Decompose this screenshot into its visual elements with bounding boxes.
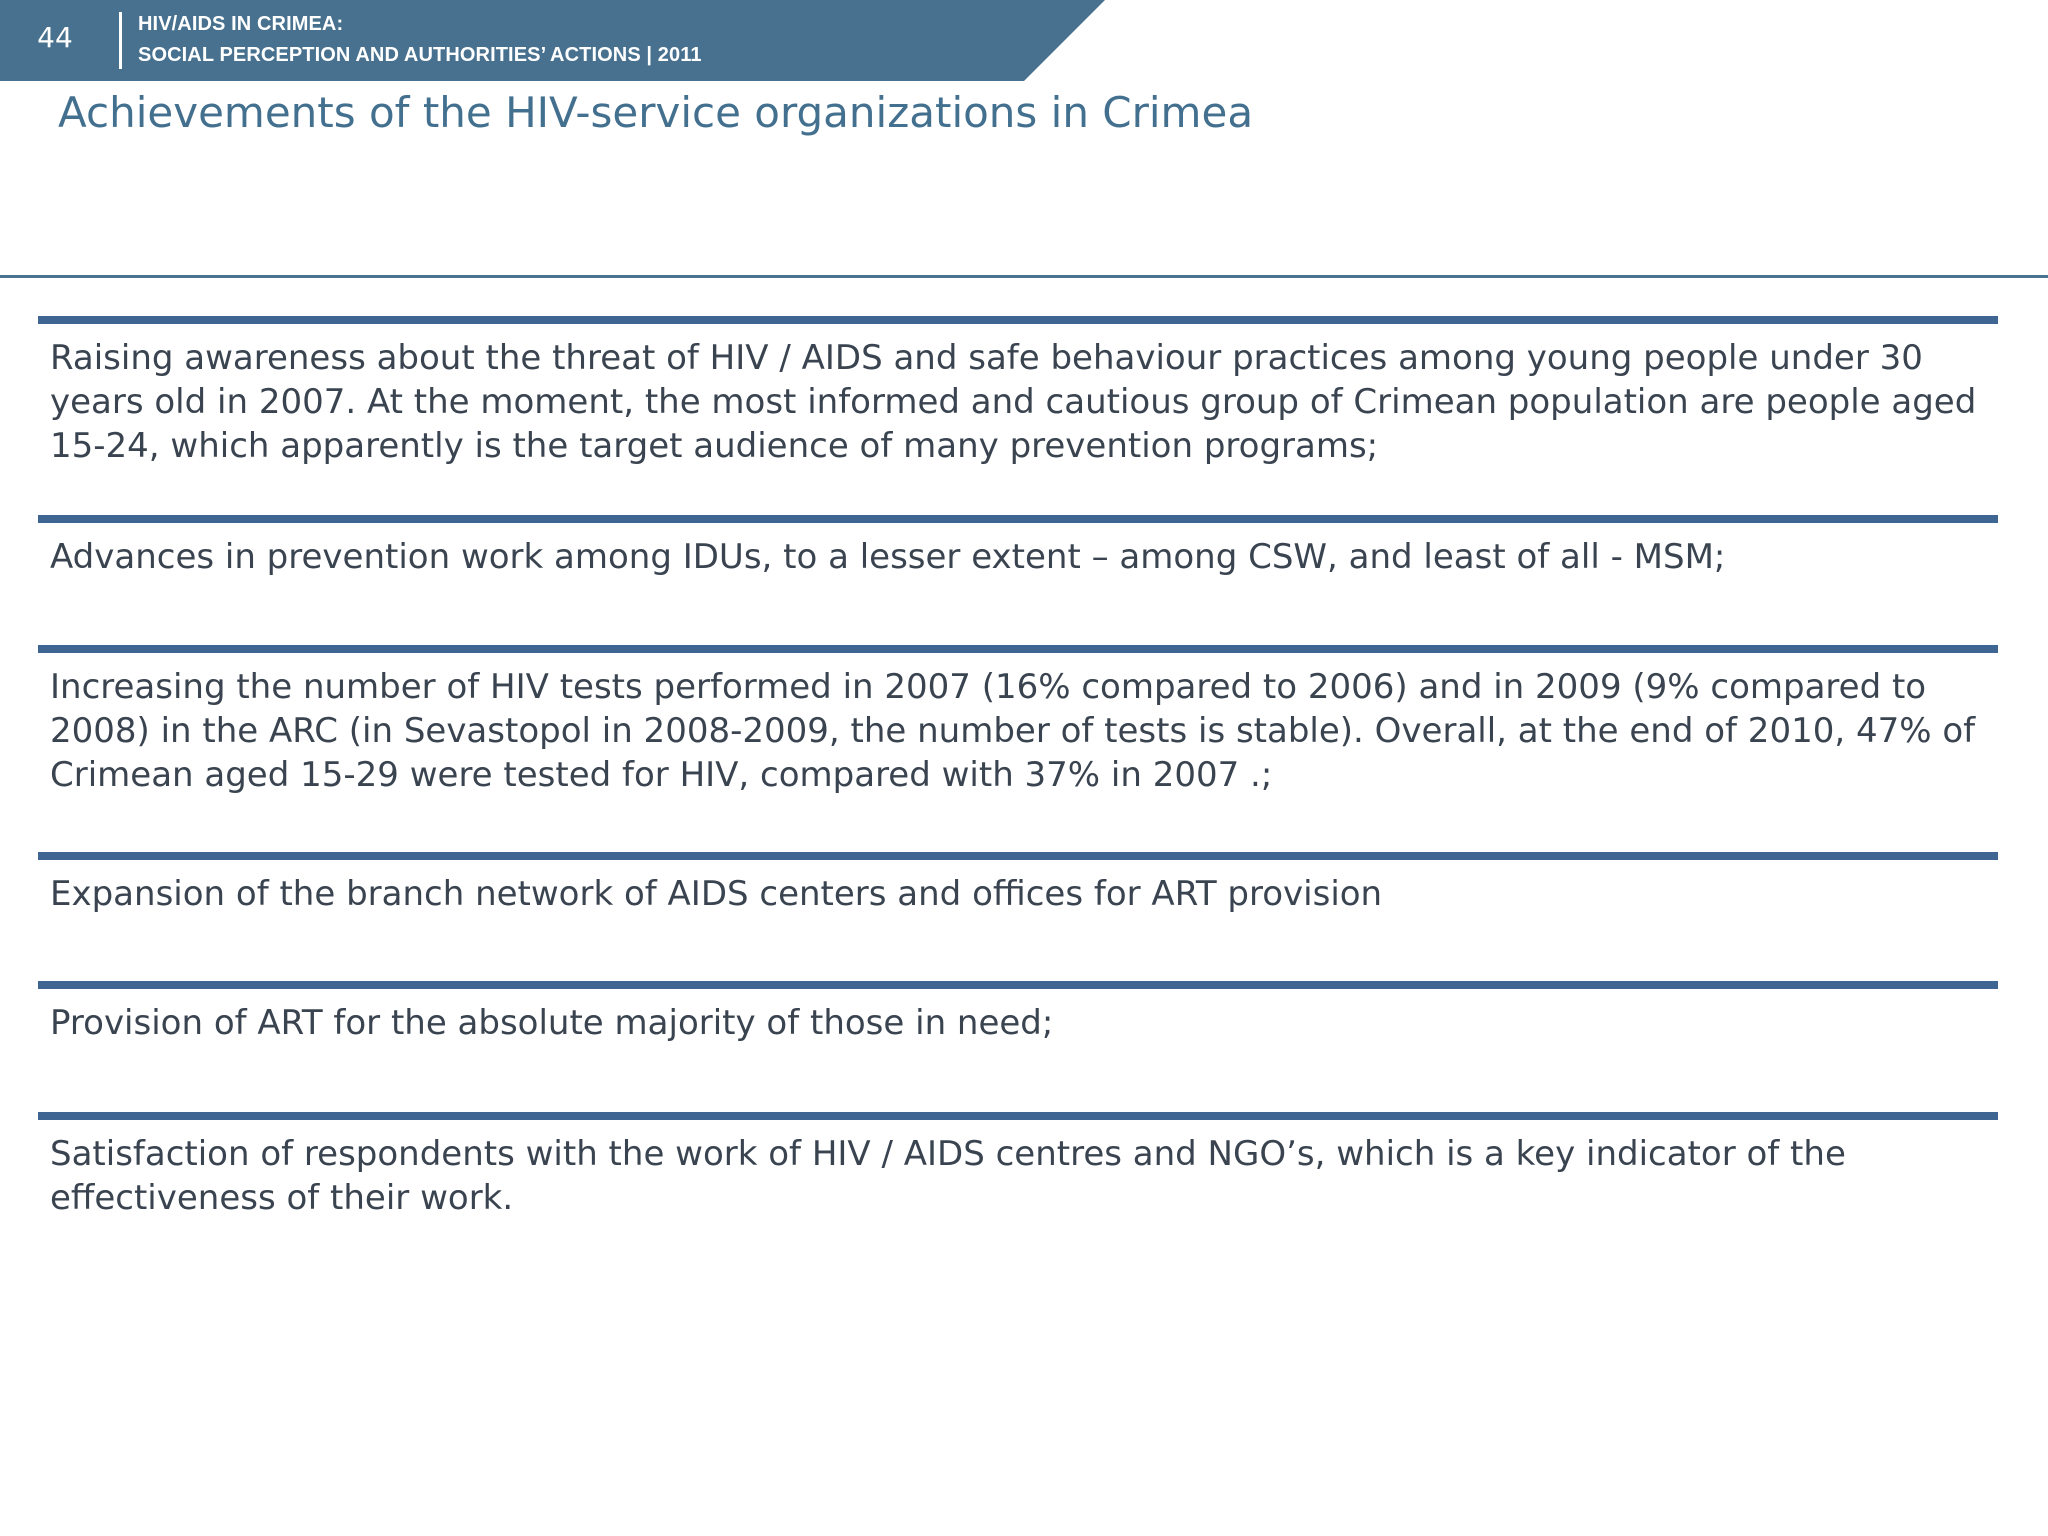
report-title-line-2: SOCIAL PERCEPTION AND AUTHORITIES’ ACTIONS | 2011 xyxy=(138,44,702,66)
achievement-text: Expansion of the branch network of AIDS centers and offices for ART provision xyxy=(50,874,1383,914)
title-divider xyxy=(0,275,2048,278)
achievement-text: Satisfaction of respondents with the work of HIV / AIDS centres and NGO’s, which is a key indicator of the effectiveness of their work. xyxy=(50,1134,1846,1218)
report-title-line-1: HIV/AIDS IN CRIMEA: xyxy=(138,13,344,35)
achievement-text: Provision of ART for the absolute majority of those in need; xyxy=(50,1003,1054,1043)
achievement-item xyxy=(38,645,1998,797)
achievement-item xyxy=(38,981,1998,1045)
achievement-item xyxy=(38,316,1998,468)
page-title: Achievements of the HIV-service organizations in Crimea xyxy=(58,88,1254,137)
achievement-item xyxy=(38,852,1998,916)
achievement-text: Increasing the number of HIV tests performed in 2007 (16% compared to 2006) and in 2009 (9% compared to 2008) in the ARC (in Sevastopol in 2008-2009, the number of tests is stable). Overall, at the end of 2010, 47% of Crimean aged 15-29 were tested for HIV, compared with 37% in 2007 .; xyxy=(50,667,1976,795)
achievement-text: Raising awareness about the threat of HIV / AIDS and safe behaviour practices among young people under 30 years old in 2007. At the moment, the most informed and cautious group of Crimean population are people aged 15-24, which apparently is the target audience of many prevention programs; xyxy=(50,338,1977,466)
achievement-item xyxy=(38,515,1998,579)
achievement-text: Advances in prevention work among IDUs, to a lesser extent – among CSW, and least of all - MSM; xyxy=(50,537,1726,577)
achievement-item xyxy=(38,1112,1998,1220)
page-number: 44 xyxy=(37,20,73,54)
header-divider xyxy=(119,12,122,69)
